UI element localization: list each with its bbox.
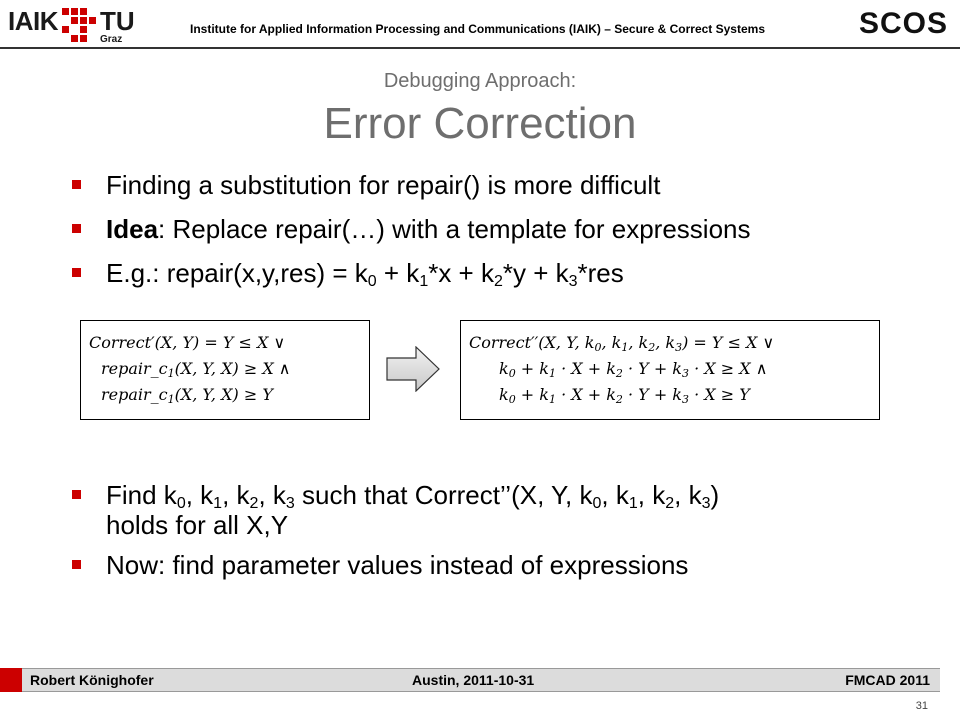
tu-graz-pattern-icon — [62, 8, 96, 42]
scos-logo: SCOS — [858, 7, 948, 40]
subscript: 0 — [594, 341, 602, 354]
formula-box-left — [80, 320, 370, 420]
bullet-text: : Replace repair(…) with a template for expressions — [158, 214, 751, 244]
subscript: 1 — [167, 367, 175, 380]
logo-tu-text: TU — [100, 6, 135, 36]
bullet-item — [70, 170, 930, 200]
formula-text: + k — [515, 359, 549, 378]
subscript: 1 — [548, 367, 556, 380]
tu-graz-logo — [62, 6, 135, 46]
subscript: 3 — [285, 495, 295, 512]
page-number: 31 — [915, 700, 928, 712]
subscript: 2 — [615, 393, 623, 406]
formula-text: , k — [655, 333, 676, 352]
subscript: 0 — [367, 273, 377, 290]
formula-text: · X + k — [555, 385, 616, 404]
formula-text: ) = Y ≤ X ∨ — [682, 333, 775, 352]
bullet-item — [70, 550, 930, 580]
iaik-tu-graz-logo — [8, 6, 135, 46]
formula-line — [499, 357, 767, 381]
formula-text: · Y + k — [622, 359, 682, 378]
bullet-text: *y + k — [502, 258, 569, 288]
right-arrow-icon — [386, 346, 440, 392]
subscript: 3 — [682, 393, 689, 406]
institute-title: Institute for Applied Information Processing and Communications (IAIK) – Secure & Correct Systems — [190, 22, 765, 36]
formula-text: (X, Y, X) ≥ X ∧ — [174, 359, 291, 378]
slide-subtitle: Debugging Approach: — [383, 70, 577, 92]
logo-iaik-text: IAIK — [8, 6, 58, 36]
bullet-square-icon — [72, 224, 81, 233]
bullet-text: Find k — [106, 480, 177, 510]
formula-text: , k — [628, 333, 649, 352]
bullet-square-icon — [72, 268, 81, 277]
formula-line — [101, 357, 291, 381]
subscript: 1 — [621, 341, 629, 354]
formula-text: · X ≥ X ∧ — [689, 359, 768, 378]
slide-header — [0, 0, 960, 48]
bullet-item — [70, 258, 930, 288]
logo-graz-text: Graz — [100, 34, 123, 45]
subscript: 2 — [249, 495, 259, 512]
bullet-text: holds for all X,Y — [106, 510, 289, 540]
formula-text: Correct′′(X, Y, k — [469, 333, 595, 352]
subscript: 0 — [508, 393, 516, 406]
bullet-text: , k — [674, 480, 702, 510]
bullet-square-icon — [72, 490, 81, 499]
formula-text: (X, Y, X) ≥ Y — [174, 385, 273, 404]
formula-text: , k — [601, 333, 622, 352]
bullet-text: such that Correct’’(X, Y, k — [294, 480, 593, 510]
formula-line — [469, 331, 774, 355]
bullet-square-icon — [72, 560, 81, 569]
bullet-text: Finding a substitution for repair() is more difficult — [106, 170, 661, 200]
formula-line — [499, 383, 750, 407]
subscript: 1 — [628, 495, 638, 512]
formula-text: repair_c — [101, 359, 168, 378]
bullet-text: + k — [376, 258, 420, 288]
bullet-item — [70, 214, 930, 244]
subscript: 3 — [675, 341, 683, 354]
subscript: 2 — [648, 341, 656, 354]
subscript: 2 — [615, 367, 623, 380]
subscript: 2 — [665, 495, 675, 512]
formula-text: + k — [515, 385, 549, 404]
bullet-text: E.g.: repair(x,y,res) = k — [106, 258, 368, 288]
subscript: 1 — [548, 393, 556, 406]
formula-line — [89, 331, 285, 355]
subscript: 0 — [508, 367, 516, 380]
subscript: 3 — [701, 495, 711, 512]
formula-text: Correct′(X, Y) = Y ≤ X ∨ — [89, 333, 286, 352]
subscript: 1 — [419, 273, 429, 290]
subscript: 2 — [493, 273, 503, 290]
formula-text: · Y + k — [622, 385, 682, 404]
subscript: 3 — [682, 367, 689, 380]
formula-text: repair_c — [101, 385, 168, 404]
subscript: 1 — [167, 393, 175, 406]
formula-text: k — [499, 385, 509, 404]
bullet-text: , k — [185, 480, 214, 510]
formula-text: k — [499, 359, 509, 378]
footer-author: Robert Könighofer — [30, 672, 154, 688]
bullet-text: , k — [222, 480, 250, 510]
bullet-list-top — [70, 170, 930, 302]
formula-text: · X ≥ Y — [689, 385, 750, 404]
bullet-text: Now: find parameter values instead of expressions — [106, 550, 689, 580]
bullet-text: , k — [601, 480, 629, 510]
subscript: 0 — [176, 495, 186, 512]
subscript: 0 — [592, 495, 602, 512]
footer-conference: FMCAD 2011 — [845, 672, 930, 688]
slide-title: Error Correction — [323, 99, 637, 148]
bullet-square-icon — [72, 180, 81, 189]
bullet-text: *res — [577, 258, 624, 288]
header-divider — [0, 47, 960, 49]
footer-place-date: Austin, 2011-10-31 — [412, 672, 535, 688]
subscript: 3 — [568, 273, 578, 290]
bullet-text: *x + k — [428, 258, 494, 288]
bullet-list-bottom — [70, 480, 930, 594]
slide-footer — [0, 668, 960, 692]
bullet-item — [70, 480, 930, 540]
bullet-text: ) — [710, 480, 720, 510]
footer-accent-block — [0, 668, 22, 692]
formula-text: · X + k — [555, 359, 616, 378]
bullet-text: , k — [258, 480, 286, 510]
subscript: 1 — [213, 495, 223, 512]
bullet-bold-text: Idea — [106, 214, 159, 244]
bullet-text: , k — [637, 480, 666, 510]
formula-line — [101, 383, 273, 407]
formula-box-right — [460, 320, 880, 420]
